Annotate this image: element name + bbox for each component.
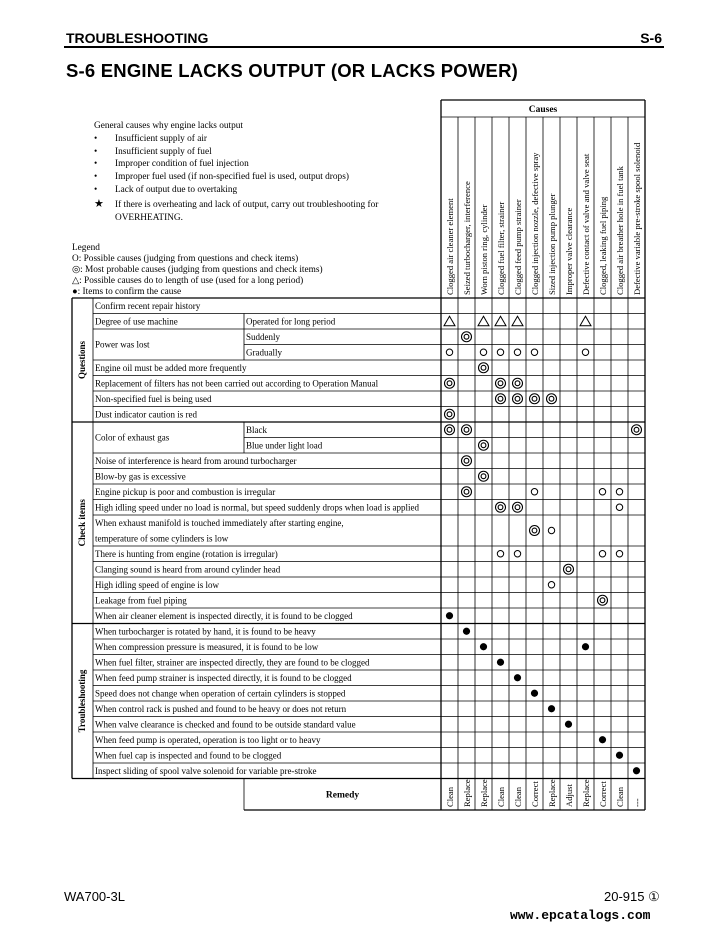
confirm-mark	[497, 659, 504, 666]
row-sublabel: Operated for long period	[246, 316, 336, 327]
row-label: Leakage from fuel piping	[95, 595, 187, 606]
row-label: Inspect sliding of spool valve solenoid for variable pre-stroke	[95, 766, 317, 776]
most-probable-mark	[496, 502, 506, 512]
most-probable-mark	[530, 394, 540, 404]
section-code: S-6	[640, 30, 662, 46]
section-label: Check items	[77, 499, 87, 547]
row-label: When exhaust manifold is touched immediately after starting engine,	[95, 518, 344, 528]
row-label: Engine pickup is poor and combustion is irregular	[95, 487, 276, 497]
section-label: Troubleshooting	[77, 669, 87, 733]
star-icon: ★	[94, 197, 104, 210]
most-probable-mark	[445, 378, 455, 388]
remedy-value: Correct	[530, 781, 540, 807]
most-probable-mark-inner	[447, 427, 452, 432]
cause-bullet: • Improper fuel used (if non-specified fuel is used, output drops)	[94, 172, 349, 183]
row-label: When compression pressure is measured, it is found to be low	[95, 642, 319, 652]
most-probable-mark-inner	[464, 427, 469, 432]
most-probable-mark-inner	[515, 505, 520, 510]
most-probable-mark	[445, 425, 455, 435]
most-probable-mark-inner	[532, 528, 537, 533]
remedy-value: Clean	[615, 786, 625, 807]
legend-title: Legend	[72, 243, 100, 253]
row-label: Confirm recent repair history	[95, 301, 201, 311]
legend-item: O: Possible causes (judging from questions and check items)	[72, 254, 299, 264]
row-label: Replacement of filters has not been carried out according to Operation Manual	[95, 378, 379, 389]
most-probable-mark	[564, 564, 574, 574]
row-label: High idling speed under no load is normal, but speed suddenly drops when load is applied	[95, 502, 419, 513]
most-probable-mark-inner	[515, 381, 520, 386]
row-label: Non-specified fuel is being used	[95, 394, 212, 404]
watermark: www.epcatalogs.com	[510, 908, 651, 923]
most-probable-mark	[496, 394, 506, 404]
row-label: Power was lost	[95, 339, 150, 350]
long-use-mark	[478, 316, 489, 326]
confirm-mark	[582, 643, 589, 650]
remedy-value: Replace	[547, 779, 557, 807]
row-label: Blow-by gas is excessive	[95, 471, 186, 482]
page-number: 20-915 ①	[604, 889, 660, 904]
most-probable-mark-inner	[464, 458, 469, 463]
confirm-mark	[531, 690, 538, 697]
most-probable-mark-inner	[464, 489, 469, 494]
long-use-mark	[580, 316, 591, 326]
row-label: When valve clearance is checked and found to be outside standard value	[95, 719, 356, 730]
most-probable-mark	[462, 332, 472, 342]
possible-cause-mark	[599, 489, 605, 495]
long-use-mark	[444, 316, 455, 326]
causes-header: Causes	[528, 105, 558, 115]
model-number: WA700-3L	[64, 889, 125, 904]
most-probable-mark	[462, 456, 472, 466]
possible-cause-mark	[497, 551, 503, 557]
remedy-value: Replace	[462, 779, 472, 807]
possible-cause-mark	[582, 349, 588, 355]
legend-item: ●: Items to confirm the cause	[72, 287, 182, 297]
remedy-value: Clean	[496, 786, 506, 807]
row-sublabel: Black	[246, 425, 267, 435]
possible-cause-mark	[531, 489, 537, 495]
possible-cause-mark	[616, 489, 622, 495]
row-label: High idling speed of engine is low	[95, 580, 219, 590]
general-causes-heading: General causes why engine lacks output	[94, 121, 243, 131]
most-probable-mark	[479, 440, 489, 450]
remedy-value: Adjust	[564, 784, 574, 807]
most-probable-mark	[513, 394, 523, 404]
remedy-value: Clean	[445, 786, 455, 807]
row-label: When fuel cap is inspected and found to be clogged	[95, 750, 282, 761]
row-sublabel: Gradually	[246, 347, 282, 358]
confirm-mark	[616, 752, 623, 759]
confirm-mark	[565, 721, 572, 728]
most-probable-mark-inner	[634, 427, 639, 432]
row-label: Clanging sound is heard from around cylinder head	[95, 564, 281, 575]
most-probable-mark-inner	[515, 396, 520, 401]
cause-bullet: • Insufficient supply of fuel	[94, 146, 212, 157]
cause-label: Sized injection pump plunger	[547, 193, 557, 295]
row-label: Degree of use machine	[95, 316, 178, 327]
row-label: Speed does not change when operation of certain cylinders is stopped	[95, 688, 346, 699]
row-label: When feed pump is operated, operation is too light or to heavy	[95, 735, 321, 745]
possible-cause-mark	[616, 504, 622, 510]
most-probable-mark	[445, 409, 455, 419]
most-probable-mark-inner	[464, 334, 469, 339]
cause-label: Defective contact of valve and valve seat	[581, 153, 591, 295]
possible-cause-mark	[514, 349, 520, 355]
long-use-mark	[512, 316, 523, 326]
section-label: Questions	[77, 340, 87, 380]
legend-item: △: Possible causes do to length of use (used for a long period)	[72, 276, 304, 286]
legend-item: ◎: Most probable causes (judging from questions and check items)	[72, 265, 323, 275]
page-title: S-6 ENGINE LACKS OUTPUT (OR LACKS POWER)	[66, 60, 519, 81]
most-probable-mark-inner	[447, 412, 452, 417]
confirm-mark	[463, 628, 470, 635]
section-title: TROUBLESHOOTING	[66, 30, 209, 46]
most-probable-mark	[513, 378, 523, 388]
remedy-value: Replace	[581, 779, 591, 807]
cause-label: Clogged fuel filter, strainer	[496, 201, 506, 295]
overheating-note: ★ If there is overheating and lack of output, carry out troubleshooting for OVERHEATING.	[94, 197, 379, 223]
confirm-mark	[548, 705, 555, 712]
most-probable-mark	[479, 363, 489, 373]
row-label: When feed pump strainer is inspected directly, it is found to be clogged	[95, 673, 352, 683]
confirm-mark	[633, 767, 640, 774]
row-label: Color of exhaust gas	[95, 432, 170, 443]
row-label: When fuel filter, strainer are inspected directly, they are found to be clogged	[95, 657, 370, 668]
most-probable-mark-inner	[600, 598, 605, 603]
most-probable-mark	[598, 595, 608, 605]
most-probable-mark-inner	[566, 567, 571, 572]
most-probable-mark	[632, 425, 642, 435]
most-probable-mark-inner	[481, 474, 486, 479]
confirm-mark	[599, 736, 606, 743]
cause-label: Clogged feed pump strainer	[513, 199, 523, 295]
most-probable-mark	[530, 526, 540, 536]
row-sublabel: Blue under light load	[246, 440, 323, 451]
possible-cause-mark	[446, 349, 452, 355]
remedy-value: Correct	[598, 781, 608, 807]
cause-label: Seized turbocharger, interference	[462, 181, 472, 295]
cause-label: Improper valve clearance	[564, 207, 574, 295]
remedy-value: Clean	[513, 786, 523, 807]
possible-cause-mark	[514, 551, 520, 557]
long-use-mark	[495, 316, 506, 326]
possible-cause-mark	[480, 349, 486, 355]
most-probable-mark-inner	[532, 396, 537, 401]
row-label: There is hunting from engine (rotation is irregular)	[95, 549, 278, 559]
cause-label: Clogged, leaking fuel piping	[598, 196, 608, 295]
most-probable-mark	[462, 487, 472, 497]
most-probable-mark-inner	[447, 381, 452, 386]
most-probable-mark	[513, 502, 523, 512]
row-label: Noise of interference is heard from around turbocharger	[95, 456, 297, 466]
row-label: When air cleaner element is inspected directly, it is found to be clogged	[95, 611, 353, 621]
row-label: When control rack is pushed and found to be heavy or does not return	[95, 704, 347, 714]
most-probable-mark-inner	[498, 396, 503, 401]
cause-label: Worn piston ring, cylinder	[479, 204, 489, 295]
cause-label: Defective variable pre-stroke spool solenoid	[632, 142, 642, 295]
most-probable-mark-inner	[481, 443, 486, 448]
possible-cause-mark	[548, 582, 554, 588]
row-label: Engine oil must be added more frequently	[95, 363, 247, 373]
confirm-mark	[446, 612, 453, 619]
possible-cause-mark	[616, 551, 622, 557]
cause-bullet: • Improper condition of fuel injection	[94, 159, 249, 170]
remedy-value: ---	[632, 798, 642, 807]
most-probable-mark	[496, 378, 506, 388]
row-label: temperature of some cylinders is low	[95, 533, 229, 544]
possible-cause-mark	[548, 527, 554, 533]
cause-label: Clogged air breather hole in fuel tank	[615, 166, 625, 295]
confirm-mark	[480, 643, 487, 650]
cause-label: Clogged injection nozzle, defective spray	[530, 152, 540, 295]
possible-cause-mark	[497, 349, 503, 355]
row-label: Dust indicator caution is red	[95, 409, 197, 420]
possible-cause-mark	[531, 349, 537, 355]
remedy-label: Remedy	[325, 790, 360, 801]
remedy-value: Replace	[479, 779, 489, 807]
cause-bullet: • Insufficient supply of air	[94, 133, 208, 144]
cause-bullet: • Lack of output due to overtaking	[94, 184, 238, 195]
most-probable-mark	[547, 394, 557, 404]
most-probable-mark-inner	[498, 381, 503, 386]
possible-cause-mark	[599, 551, 605, 557]
most-probable-mark-inner	[549, 396, 554, 401]
most-probable-mark-inner	[481, 365, 486, 370]
row-sublabel: Suddenly	[246, 332, 281, 342]
most-probable-mark	[462, 425, 472, 435]
cause-label: Clogged air cleaner element	[445, 198, 455, 295]
row-label: When turbocharger is rotated by hand, it is found to be heavy	[95, 626, 316, 637]
confirm-mark	[514, 674, 521, 681]
most-probable-mark	[479, 471, 489, 481]
most-probable-mark-inner	[498, 505, 503, 510]
